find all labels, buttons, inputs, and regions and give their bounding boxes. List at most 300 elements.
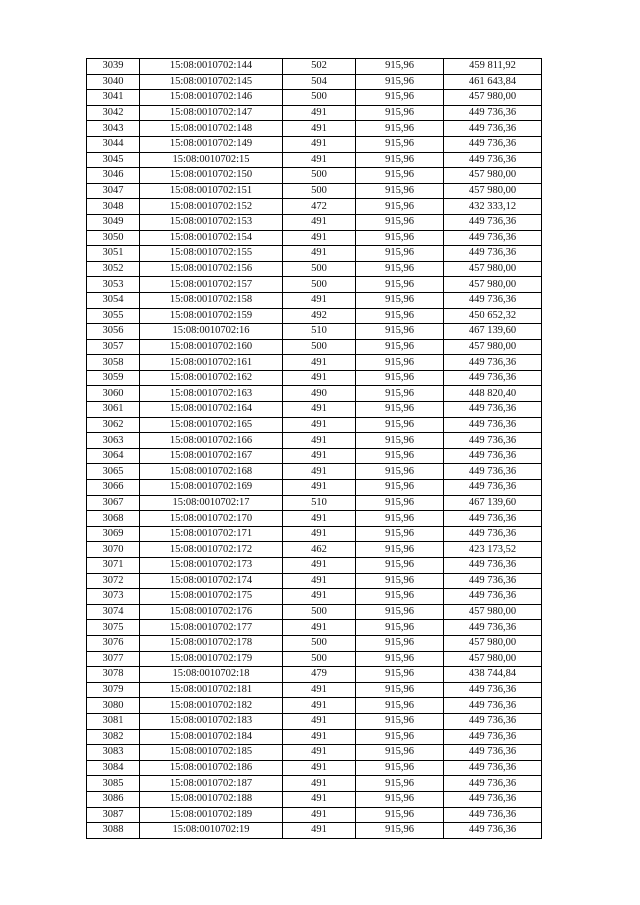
- table-row: [87, 698, 542, 714]
- cadastral-number-cell: 15:08:0010702:158: [140, 292, 283, 308]
- cadastral-number-cell: 15:08:0010702:173: [140, 558, 283, 574]
- rate-cell: 915,96: [356, 277, 444, 293]
- value-cell: 467 139,60: [444, 495, 542, 511]
- value-cell: 449 736,36: [444, 370, 542, 386]
- cadastral-number-cell: 15:08:0010702:167: [140, 448, 283, 464]
- cadastral-number-cell: 15:08:0010702:16: [140, 324, 283, 340]
- value-cell: 449 736,36: [444, 823, 542, 839]
- value-cell: 449 736,36: [444, 713, 542, 729]
- table-row: [87, 261, 542, 277]
- row-number-cell: 3072: [87, 573, 140, 589]
- cadastral-number-cell: 15:08:0010702:164: [140, 402, 283, 418]
- value-cell: 449 736,36: [444, 292, 542, 308]
- row-number-cell: 3086: [87, 791, 140, 807]
- table-row: [87, 620, 542, 636]
- cadastral-number-cell: 15:08:0010702:181: [140, 682, 283, 698]
- area-cell: 491: [283, 558, 356, 574]
- row-number-cell: 3084: [87, 760, 140, 776]
- rate-cell: 915,96: [356, 713, 444, 729]
- value-cell: 457 980,00: [444, 183, 542, 199]
- cadastral-number-cell: 15:08:0010702:156: [140, 261, 283, 277]
- area-cell: 491: [283, 402, 356, 418]
- row-number-cell: 3059: [87, 370, 140, 386]
- row-number-cell: 3047: [87, 183, 140, 199]
- value-cell: 449 736,36: [444, 573, 542, 589]
- area-cell: 500: [283, 604, 356, 620]
- row-number-cell: 3079: [87, 682, 140, 698]
- row-number-cell: 3062: [87, 417, 140, 433]
- row-number-cell: 3082: [87, 729, 140, 745]
- table-row: [87, 417, 542, 433]
- table-row: [87, 308, 542, 324]
- area-cell: 500: [283, 168, 356, 184]
- area-cell: 500: [283, 90, 356, 106]
- value-cell: 459 811,92: [444, 59, 542, 75]
- rate-cell: 915,96: [356, 246, 444, 262]
- row-number-cell: 3051: [87, 246, 140, 262]
- value-cell: 449 736,36: [444, 526, 542, 542]
- value-cell: 449 736,36: [444, 214, 542, 230]
- table-row: [87, 152, 542, 168]
- cadastral-number-cell: 15:08:0010702:177: [140, 620, 283, 636]
- table-row: [87, 464, 542, 480]
- area-cell: 500: [283, 261, 356, 277]
- rate-cell: 915,96: [356, 464, 444, 480]
- value-cell: 449 736,36: [444, 776, 542, 792]
- rate-cell: 915,96: [356, 324, 444, 340]
- cadastral-number-cell: 15:08:0010702:162: [140, 370, 283, 386]
- row-number-cell: 3040: [87, 74, 140, 90]
- rate-cell: 915,96: [356, 339, 444, 355]
- table-row: [87, 573, 542, 589]
- table-row: [87, 511, 542, 527]
- area-cell: 491: [283, 620, 356, 636]
- value-cell: 449 736,36: [444, 433, 542, 449]
- area-cell: 510: [283, 495, 356, 511]
- area-cell: 491: [283, 121, 356, 137]
- area-cell: 491: [283, 136, 356, 152]
- cadastral-number-cell: 15:08:0010702:148: [140, 121, 283, 137]
- row-number-cell: 3045: [87, 152, 140, 168]
- table-row: [87, 635, 542, 651]
- value-cell: 449 736,36: [444, 698, 542, 714]
- table-row: [87, 183, 542, 199]
- cadastral-number-cell: 15:08:0010702:169: [140, 480, 283, 496]
- area-cell: 500: [283, 635, 356, 651]
- area-cell: 491: [283, 776, 356, 792]
- rate-cell: 915,96: [356, 448, 444, 464]
- row-number-cell: 3042: [87, 105, 140, 121]
- value-cell: 449 736,36: [444, 417, 542, 433]
- row-number-cell: 3055: [87, 308, 140, 324]
- rate-cell: 915,96: [356, 558, 444, 574]
- value-cell: 449 736,36: [444, 121, 542, 137]
- cadastral-number-cell: 15:08:0010702:149: [140, 136, 283, 152]
- area-cell: 491: [283, 791, 356, 807]
- row-number-cell: 3052: [87, 261, 140, 277]
- row-number-cell: 3061: [87, 402, 140, 418]
- rate-cell: 915,96: [356, 667, 444, 683]
- row-number-cell: 3067: [87, 495, 140, 511]
- table-row: [87, 292, 542, 308]
- value-cell: 449 736,36: [444, 230, 542, 246]
- row-number-cell: 3081: [87, 713, 140, 729]
- rate-cell: 915,96: [356, 136, 444, 152]
- area-cell: 492: [283, 308, 356, 324]
- table-row: [87, 558, 542, 574]
- value-cell: 448 820,40: [444, 386, 542, 402]
- value-cell: 457 980,00: [444, 635, 542, 651]
- cadastral-number-cell: 15:08:0010702:188: [140, 791, 283, 807]
- rate-cell: 915,96: [356, 682, 444, 698]
- table-row: [87, 74, 542, 90]
- table-row: [87, 667, 542, 683]
- row-number-cell: 3076: [87, 635, 140, 651]
- table-row: [87, 355, 542, 371]
- row-number-cell: 3080: [87, 698, 140, 714]
- value-cell: 449 736,36: [444, 136, 542, 152]
- area-cell: 500: [283, 183, 356, 199]
- cadastral-number-cell: 15:08:0010702:168: [140, 464, 283, 480]
- row-number-cell: 3044: [87, 136, 140, 152]
- row-number-cell: 3041: [87, 90, 140, 106]
- value-cell: 449 736,36: [444, 152, 542, 168]
- value-cell: 449 736,36: [444, 105, 542, 121]
- cadastral-number-cell: 15:08:0010702:19: [140, 823, 283, 839]
- row-number-cell: 3049: [87, 214, 140, 230]
- cadastral-number-cell: 15:08:0010702:153: [140, 214, 283, 230]
- table-row: [87, 136, 542, 152]
- rate-cell: 915,96: [356, 168, 444, 184]
- cadastral-number-cell: 15:08:0010702:187: [140, 776, 283, 792]
- rate-cell: 915,96: [356, 776, 444, 792]
- rate-cell: 915,96: [356, 729, 444, 745]
- cadastral-number-cell: 15:08:0010702:166: [140, 433, 283, 449]
- rate-cell: 915,96: [356, 199, 444, 215]
- cadastral-number-cell: 15:08:0010702:175: [140, 589, 283, 605]
- area-cell: 491: [283, 448, 356, 464]
- cadastral-number-cell: 15:08:0010702:165: [140, 417, 283, 433]
- table-row: [87, 386, 542, 402]
- cadastral-number-cell: 15:08:0010702:176: [140, 604, 283, 620]
- row-number-cell: 3050: [87, 230, 140, 246]
- value-cell: 467 139,60: [444, 324, 542, 340]
- rate-cell: 915,96: [356, 121, 444, 137]
- area-cell: 502: [283, 59, 356, 75]
- area-cell: 491: [283, 246, 356, 262]
- table-row: [87, 59, 542, 75]
- table-row: [87, 370, 542, 386]
- row-number-cell: 3054: [87, 292, 140, 308]
- table-row: [87, 526, 542, 542]
- cadastral-number-cell: 15:08:0010702:154: [140, 230, 283, 246]
- area-cell: 491: [283, 729, 356, 745]
- cadastral-number-cell: 15:08:0010702:185: [140, 745, 283, 761]
- row-number-cell: 3085: [87, 776, 140, 792]
- value-cell: 461 643,84: [444, 74, 542, 90]
- area-cell: 491: [283, 152, 356, 168]
- row-number-cell: 3063: [87, 433, 140, 449]
- cadastral-number-cell: 15:08:0010702:171: [140, 526, 283, 542]
- table-row: [87, 433, 542, 449]
- row-number-cell: 3075: [87, 620, 140, 636]
- row-number-cell: 3060: [87, 386, 140, 402]
- value-cell: 449 736,36: [444, 464, 542, 480]
- area-cell: 491: [283, 230, 356, 246]
- rate-cell: 915,96: [356, 105, 444, 121]
- area-cell: 462: [283, 542, 356, 558]
- value-cell: 449 736,36: [444, 745, 542, 761]
- value-cell: 449 736,36: [444, 511, 542, 527]
- table-row: [87, 791, 542, 807]
- area-cell: 491: [283, 480, 356, 496]
- table-row: [87, 448, 542, 464]
- rate-cell: 915,96: [356, 355, 444, 371]
- row-number-cell: 3056: [87, 324, 140, 340]
- value-cell: 449 736,36: [444, 620, 542, 636]
- area-cell: 491: [283, 573, 356, 589]
- row-number-cell: 3077: [87, 651, 140, 667]
- cadastral-number-cell: 15:08:0010702:18: [140, 667, 283, 683]
- area-cell: 491: [283, 292, 356, 308]
- rate-cell: 915,96: [356, 292, 444, 308]
- area-cell: 491: [283, 698, 356, 714]
- rate-cell: 915,96: [356, 745, 444, 761]
- rate-cell: 915,96: [356, 90, 444, 106]
- cadastral-number-cell: 15:08:0010702:170: [140, 511, 283, 527]
- cadastral-number-cell: 15:08:0010702:184: [140, 729, 283, 745]
- area-cell: 500: [283, 339, 356, 355]
- rate-cell: 915,96: [356, 807, 444, 823]
- rate-cell: 915,96: [356, 823, 444, 839]
- table-row: [87, 168, 542, 184]
- row-number-cell: 3053: [87, 277, 140, 293]
- rate-cell: 915,96: [356, 511, 444, 527]
- area-cell: 491: [283, 760, 356, 776]
- value-cell: 449 736,36: [444, 682, 542, 698]
- rate-cell: 915,96: [356, 573, 444, 589]
- table-row: [87, 121, 542, 137]
- rate-cell: 915,96: [356, 230, 444, 246]
- rate-cell: 915,96: [356, 183, 444, 199]
- table-row: [87, 713, 542, 729]
- table-row: [87, 604, 542, 620]
- area-cell: 479: [283, 667, 356, 683]
- value-cell: 449 736,36: [444, 480, 542, 496]
- rate-cell: 915,96: [356, 480, 444, 496]
- value-cell: 457 980,00: [444, 339, 542, 355]
- row-number-cell: 3057: [87, 339, 140, 355]
- cadastral-number-cell: 15:08:0010702:15: [140, 152, 283, 168]
- cadastral-number-cell: 15:08:0010702:150: [140, 168, 283, 184]
- value-cell: 449 736,36: [444, 558, 542, 574]
- value-cell: 449 736,36: [444, 355, 542, 371]
- row-number-cell: 3074: [87, 604, 140, 620]
- rate-cell: 915,96: [356, 261, 444, 277]
- area-cell: 491: [283, 433, 356, 449]
- rate-cell: 915,96: [356, 74, 444, 90]
- area-cell: 491: [283, 417, 356, 433]
- cadastral-number-cell: 15:08:0010702:151: [140, 183, 283, 199]
- cadastral-number-cell: 15:08:0010702:186: [140, 760, 283, 776]
- table-row: [87, 589, 542, 605]
- value-cell: 449 736,36: [444, 448, 542, 464]
- row-number-cell: 3058: [87, 355, 140, 371]
- cadastral-number-cell: 15:08:0010702:155: [140, 246, 283, 262]
- table-row: [87, 823, 542, 839]
- table-row: [87, 776, 542, 792]
- rate-cell: 915,96: [356, 589, 444, 605]
- value-cell: 438 744,84: [444, 667, 542, 683]
- area-cell: 491: [283, 464, 356, 480]
- cadastral-number-cell: 15:08:0010702:172: [140, 542, 283, 558]
- cadastral-number-cell: 15:08:0010702:183: [140, 713, 283, 729]
- row-number-cell: 3064: [87, 448, 140, 464]
- area-cell: 504: [283, 74, 356, 90]
- row-number-cell: 3065: [87, 464, 140, 480]
- area-cell: 510: [283, 324, 356, 340]
- rate-cell: 915,96: [356, 495, 444, 511]
- area-cell: 491: [283, 105, 356, 121]
- rate-cell: 915,96: [356, 651, 444, 667]
- row-number-cell: 3066: [87, 480, 140, 496]
- row-number-cell: 3070: [87, 542, 140, 558]
- value-cell: 432 333,12: [444, 199, 542, 215]
- area-cell: 491: [283, 214, 356, 230]
- row-number-cell: 3069: [87, 526, 140, 542]
- rate-cell: 915,96: [356, 152, 444, 168]
- value-cell: 449 736,36: [444, 402, 542, 418]
- cadastral-number-cell: 15:08:0010702:189: [140, 807, 283, 823]
- value-cell: 457 980,00: [444, 277, 542, 293]
- rate-cell: 915,96: [356, 417, 444, 433]
- rate-cell: 915,96: [356, 386, 444, 402]
- row-number-cell: 3071: [87, 558, 140, 574]
- row-number-cell: 3048: [87, 199, 140, 215]
- cadastral-number-cell: 15:08:0010702:17: [140, 495, 283, 511]
- value-cell: 449 736,36: [444, 246, 542, 262]
- cadastral-number-cell: 15:08:0010702:161: [140, 355, 283, 371]
- table-row: [87, 807, 542, 823]
- area-cell: 491: [283, 511, 356, 527]
- area-cell: 491: [283, 745, 356, 761]
- value-cell: 457 980,00: [444, 168, 542, 184]
- area-cell: 472: [283, 199, 356, 215]
- value-cell: 449 736,36: [444, 729, 542, 745]
- row-number-cell: 3039: [87, 59, 140, 75]
- table-row: [87, 760, 542, 776]
- area-cell: 491: [283, 807, 356, 823]
- area-cell: 491: [283, 713, 356, 729]
- table-row: [87, 495, 542, 511]
- cadastral-number-cell: 15:08:0010702:160: [140, 339, 283, 355]
- cadastral-number-cell: 15:08:0010702:144: [140, 59, 283, 75]
- rate-cell: 915,96: [356, 604, 444, 620]
- table-body: [87, 59, 542, 839]
- table-row: [87, 246, 542, 262]
- cadastral-number-cell: 15:08:0010702:146: [140, 90, 283, 106]
- value-cell: 449 736,36: [444, 589, 542, 605]
- value-cell: 423 173,52: [444, 542, 542, 558]
- rate-cell: 915,96: [356, 433, 444, 449]
- table-row: [87, 339, 542, 355]
- area-cell: 491: [283, 526, 356, 542]
- row-number-cell: 3078: [87, 667, 140, 683]
- data-table: [86, 58, 542, 839]
- table-row: [87, 214, 542, 230]
- cadastral-number-cell: 15:08:0010702:178: [140, 635, 283, 651]
- row-number-cell: 3073: [87, 589, 140, 605]
- value-cell: 457 980,00: [444, 604, 542, 620]
- rate-cell: 915,96: [356, 698, 444, 714]
- value-cell: 449 736,36: [444, 807, 542, 823]
- value-cell: 450 652,32: [444, 308, 542, 324]
- table-row: [87, 480, 542, 496]
- row-number-cell: 3087: [87, 807, 140, 823]
- rate-cell: 915,96: [356, 59, 444, 75]
- area-cell: 500: [283, 651, 356, 667]
- area-cell: 491: [283, 589, 356, 605]
- table-row: [87, 682, 542, 698]
- table-row: [87, 277, 542, 293]
- cadastral-number-cell: 15:08:0010702:152: [140, 199, 283, 215]
- table-row: [87, 199, 542, 215]
- area-cell: 491: [283, 682, 356, 698]
- area-cell: 491: [283, 355, 356, 371]
- cadastral-number-cell: 15:08:0010702:163: [140, 386, 283, 402]
- table-row: [87, 324, 542, 340]
- area-cell: 500: [283, 277, 356, 293]
- row-number-cell: 3046: [87, 168, 140, 184]
- table-row: [87, 651, 542, 667]
- row-number-cell: 3068: [87, 511, 140, 527]
- cadastral-number-cell: 15:08:0010702:145: [140, 74, 283, 90]
- cadastral-number-cell: 15:08:0010702:147: [140, 105, 283, 121]
- table-row: [87, 542, 542, 558]
- value-cell: 457 980,00: [444, 651, 542, 667]
- rate-cell: 915,96: [356, 526, 444, 542]
- rate-cell: 915,96: [356, 620, 444, 636]
- rate-cell: 915,96: [356, 214, 444, 230]
- table-row: [87, 105, 542, 121]
- value-cell: 457 980,00: [444, 90, 542, 106]
- cadastral-number-cell: 15:08:0010702:182: [140, 698, 283, 714]
- row-number-cell: 3088: [87, 823, 140, 839]
- cadastral-number-cell: 15:08:0010702:179: [140, 651, 283, 667]
- value-cell: 449 736,36: [444, 760, 542, 776]
- rate-cell: 915,96: [356, 402, 444, 418]
- row-number-cell: 3043: [87, 121, 140, 137]
- cadastral-number-cell: 15:08:0010702:174: [140, 573, 283, 589]
- rate-cell: 915,96: [356, 760, 444, 776]
- rate-cell: 915,96: [356, 308, 444, 324]
- table-row: [87, 90, 542, 106]
- rate-cell: 915,96: [356, 542, 444, 558]
- cadastral-number-cell: 15:08:0010702:157: [140, 277, 283, 293]
- value-cell: 457 980,00: [444, 261, 542, 277]
- area-cell: 491: [283, 823, 356, 839]
- rate-cell: 915,96: [356, 791, 444, 807]
- table-row: [87, 230, 542, 246]
- value-cell: 449 736,36: [444, 791, 542, 807]
- table-row: [87, 402, 542, 418]
- area-cell: 491: [283, 370, 356, 386]
- rate-cell: 915,96: [356, 635, 444, 651]
- table-row: [87, 745, 542, 761]
- row-number-cell: 3083: [87, 745, 140, 761]
- area-cell: 490: [283, 386, 356, 402]
- table-row: [87, 729, 542, 745]
